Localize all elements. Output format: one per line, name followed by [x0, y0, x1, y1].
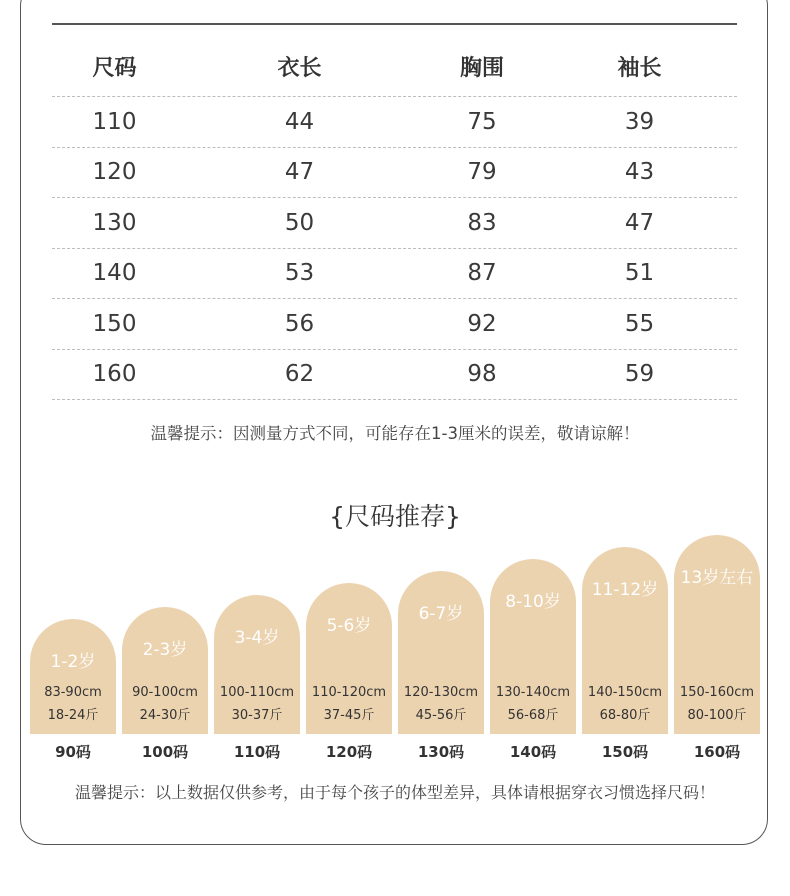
cell-sleeve: 39 [624, 108, 655, 135]
cell-chest: 75 [467, 108, 497, 135]
size-card [214, 595, 300, 734]
size-label: 100码 [141, 743, 189, 761]
cell-size: 120 [92, 159, 137, 186]
card-age: 5-6岁 [326, 616, 372, 636]
cell-length: 62 [284, 361, 315, 388]
header-sleeve: 袖长 [617, 55, 662, 81]
cell-sleeve: 47 [624, 209, 655, 236]
card-weight: 24-30斤 [139, 708, 191, 723]
card-height: 100-110cm [219, 685, 295, 700]
card-age: 11-12岁 [591, 580, 659, 600]
cell-length: 56 [284, 310, 315, 337]
card-age: 2-3岁 [142, 640, 188, 660]
card-weight: 18-24斤 [47, 708, 99, 723]
cell-chest: 87 [467, 260, 497, 287]
cell-length: 53 [284, 260, 315, 287]
card-age: 13岁左右 [680, 568, 754, 588]
cell-sleeve: 43 [624, 159, 655, 186]
card-weight: 80-100斤 [687, 708, 747, 723]
cell-sleeve: 55 [624, 310, 655, 337]
card-weight: 56-68斤 [507, 708, 559, 723]
recommend-title: {尺码推荐} [329, 502, 461, 531]
cell-length: 44 [284, 108, 315, 135]
cell-sleeve: 51 [624, 260, 655, 287]
size-card [490, 559, 576, 734]
card-age: 8-10岁 [505, 592, 561, 612]
card-height: 83-90cm [44, 685, 102, 700]
card-weight: 45-56斤 [415, 708, 467, 723]
size-card [306, 583, 392, 734]
size-label: 150码 [601, 743, 649, 761]
cell-length: 50 [284, 209, 315, 236]
recommend-note: 温馨提示：以上数据仅供参考，由于每个孩子的体型差异，具体请根据穿衣习惯选择尺码！ [74, 783, 715, 802]
size-label: 130码 [417, 743, 465, 761]
size-card [582, 547, 668, 734]
card-height: 120-130cm [403, 685, 479, 700]
card-height: 140-150cm [587, 685, 663, 700]
cell-size: 150 [92, 310, 137, 337]
measurement-note: 温馨提示：因测量方式不同，可能存在1-3厘米的误差，敬请谅解！ [150, 424, 640, 443]
size-card [30, 619, 116, 734]
cell-length: 47 [284, 159, 315, 186]
cell-size: 130 [92, 209, 137, 236]
cell-chest: 83 [467, 209, 497, 236]
size-label: 120码 [325, 743, 373, 761]
cell-sleeve: 59 [624, 361, 655, 388]
cell-size: 140 [92, 260, 137, 287]
cell-chest: 79 [467, 159, 497, 186]
size-label: 90码 [55, 743, 91, 761]
cell-size: 160 [92, 361, 137, 388]
card-weight: 30-37斤 [231, 708, 283, 723]
card-height: 110-120cm [311, 685, 387, 700]
card-weight: 68-80斤 [599, 708, 651, 723]
size-label: 160码 [693, 743, 741, 761]
card-height: 130-140cm [495, 685, 571, 700]
header-size: 尺码 [92, 55, 137, 81]
size-label: 110码 [233, 743, 281, 761]
card-age: 3-4岁 [234, 628, 280, 648]
size-card [674, 535, 760, 734]
card-age: 6-7岁 [418, 604, 464, 624]
size-card [398, 571, 484, 734]
header-chest: 胸围 [459, 55, 504, 81]
cell-chest: 98 [467, 361, 497, 388]
size-label: 140码 [509, 743, 557, 761]
header-length: 衣长 [277, 55, 322, 81]
card-age: 1-2岁 [50, 652, 96, 672]
card-height: 90-100cm [132, 685, 198, 700]
cell-size: 110 [92, 108, 137, 135]
card-weight: 37-45斤 [323, 708, 375, 723]
cell-chest: 92 [467, 310, 497, 337]
card-height: 150-160cm [679, 685, 755, 700]
size-card [122, 607, 208, 734]
